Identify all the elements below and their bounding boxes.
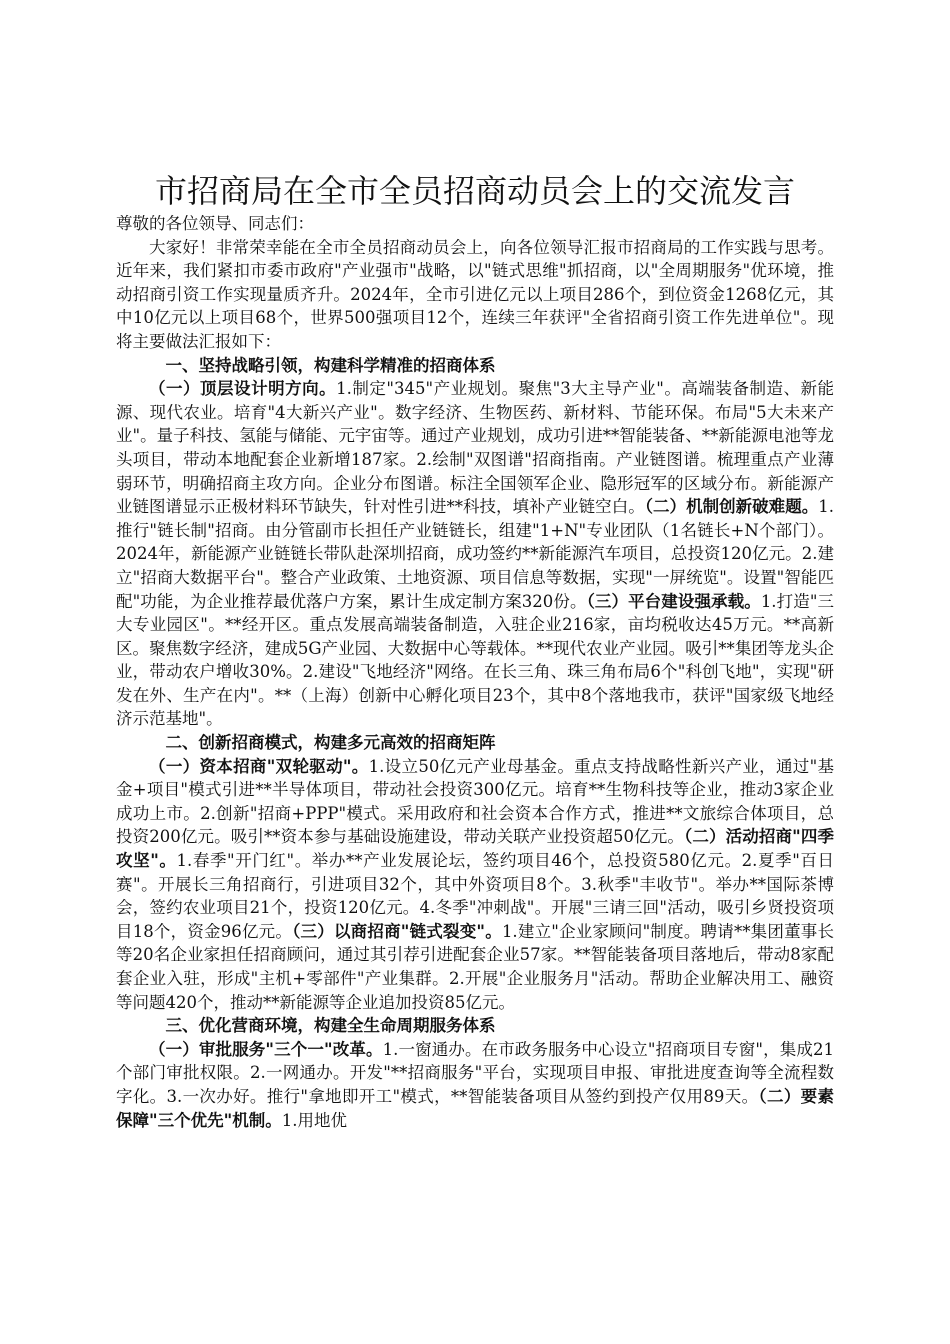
section-1-sub-2-text: 1.推行"链长制"招商。由分管副市长担任产业链链长，组建"1+N"专业团队（1名链长+N个部门）。2024年，新能源产业链链长带队赴深圳招商，成功签约**新能源汽车项目，总投资120亿元。2.建立"招商大数据平台"。整合产业政策、土地资源、项目信息等数据，实现"一屏统览"。设置"智能匹配"功能，为企业推荐最优落户方案，累计生成定制方案320份。 xyxy=(116,497,835,611)
section-3-heading: 三、优化营商环境，构建全生命周期服务体系 xyxy=(165,1016,496,1036)
section-1-sub-3-text: 1.打造"三大专业园区"。**经开区。重点发展高端装备制造，入驻企业216家，亩均税收达45万元。**高新区。聚焦数字经济，建成5G产业园、大数据中心等载体。**现代农业产业园。吸引**集团等龙头企业，带动农户增收30%。2.建设"飞地经济"网络。在长三角、珠三角布局6个"科创飞地"，实现"研发在外、生产在内"。**（上海）创新中心孵化项目23个，其中8个落地我市，获评"国家级飞地经济示范基地"。 xyxy=(116,591,834,729)
section-1-sub-2-heading: （二）机制创新破难题。 xyxy=(644,497,819,517)
section-2-sub-2-text: 1.春季"开门红"。举办**产业发展论坛，签约项目46个，总投资580亿元。2.夏季"百日赛"。开展长三角招商行，引进项目32个，其中外资项目8个。3.秋季"丰收节"。举办**国际茶博会，签约农业项目21个，投资120亿元。4.冬季"冲刺战"。开展"三请三回"活动，吸引乡贤投资项目18个，资金96亿元。 xyxy=(116,851,834,941)
section-3-sub-2-text: 1.用地优 xyxy=(281,1110,347,1130)
salutation: 尊敬的各位领导、同志们： xyxy=(116,214,314,233)
intro-paragraph: 大家好！非常荣幸能在全市全员招商动员会上，向各位领导汇报市招商局的工作实践与思考。近年来，我们紧扣市委市政府"产业强市"战略，以"链式思维"抓招商，以"全周期服务"优环境，推动招商引资工作实现量质齐升。2024年，全市引进亿元以上项目286个，到位资金1268亿元，其中10亿元以上项目68个，世界500强项目12个，连续三年获评"全省招商引资工作先进单位"。现将主要做法汇报如下： xyxy=(116,237,834,351)
section-2-sub-3-heading: （三）以商招商"链式裂变"。 xyxy=(292,921,502,941)
section-2-paragraph xyxy=(116,755,834,1015)
section-2-sub-1-heading: （一）资本招商"双轮驱动"。 xyxy=(149,756,369,776)
section-1-sub-1-heading: （一）顶层设计明方向。 xyxy=(149,379,337,399)
section-1-sub-1-text: 1.制定"345"产业规划。聚焦"3大主导产业"。高端装备制造、新能源、现代农业。培育"4大新兴产业"。数字经济、生物医药、新材料、节能环保。布局"5大未来产业"。量子科技、氢能与储能、元宇宙等。通过产业规划，成功引进**智能装备、**新能源电池等龙头项目，带动本地配套企业新增187家。2.绘制"双图谱"招商指南。产业链图谱。梳理重点产业薄弱环节，明确招商主攻方向。企业分布图谱。标注全国领军企业、隐形冠军的区域分布。新能源产业链图谱显示正极材料环节缺失，针对性引进**科技，填补产业链空白。 xyxy=(116,379,835,517)
section-3-paragraph xyxy=(116,1038,834,1132)
section-2-sub-1-text: 1.设立50亿元产业母基金。重点支持战略性新兴产业，通过"基金+项目"模式引进**半导体项目，带动社会投资300亿元。培育**生物科技等企业，推动3家企业成功上市。2.创新"招商+PPP"模式。采用政府和社会资本合作方式，推进**文旅综合体项目，总投资200亿元。吸引**资本参与基础设施建设，带动关联产业投资超50亿元。 xyxy=(116,756,834,847)
section-1-heading: 一、坚持战略引领，构建科学精准的招商体系 xyxy=(165,355,496,375)
section-1-paragraph xyxy=(116,377,834,731)
section-3-sub-1-heading: （一）审批服务"三个一"改革。 xyxy=(149,1039,383,1059)
section-2-heading: 二、创新招商模式，构建多元高效的招商矩阵 xyxy=(165,733,496,753)
document-body xyxy=(116,170,834,1132)
section-2-sub-2-heading: （二）活动招商"四季攻坚"。 xyxy=(116,827,834,871)
section-1-sub-3-heading: （三）平台建设强承载。 xyxy=(586,591,761,611)
section-3-sub-1-text: 1.一窗通办。在市政务服务中心设立"招商项目专窗"，集成21个部门审批权限。2.一网通办。开发"**招商服务"平台，实现项目申报、审批进度查询等全流程数字化。3.一次办好。推行"拿地即开工"模式，**智能装备项目从签约到投产仅用89天。 xyxy=(116,1039,834,1106)
section-3-sub-2-heading: （二）要素保障"三个优先"机制。 xyxy=(116,1086,835,1130)
document-title: 市招商局在全市全员招商动员会上的交流发言 xyxy=(154,172,795,210)
section-2-sub-3-text: 1.建立"企业家顾问"制度。聘请**集团董事长等20名企业家担任招商顾问，通过其引荐引进配套企业57家。**智能装备项目落地后，带动8家配套企业入驻，形成"主机+零部件"产业集群。2.开展"企业服务月"活动。帮助企业解决用工、融资等问题420个，推动**新能源等企业追加投资85亿元。 xyxy=(116,921,835,1012)
